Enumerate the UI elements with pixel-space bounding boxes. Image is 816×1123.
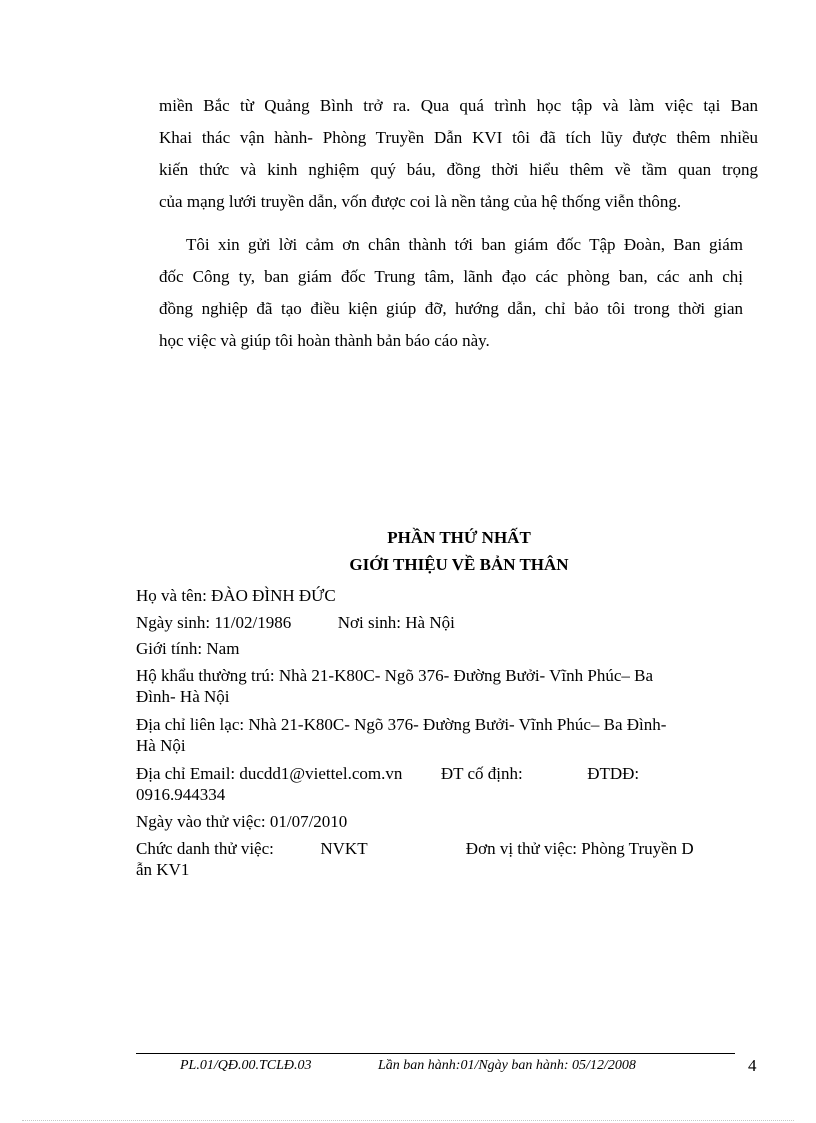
profile-position-row-cont [136,859,189,880]
gender-label: Giới tính: [136,639,203,658]
profile-contact-row-cont [136,735,186,756]
profile-residence-row [136,665,653,686]
page-bottom-divider [22,1120,794,1121]
gender-value: Nam [206,639,240,658]
text-line: Tôi xin gửi lời cảm ơn chân thành tới ban giám đốc Tập Đoàn, Ban giám [186,235,743,254]
residence-value-line2: Đình- Hà Nội [136,687,230,706]
section-part-heading: PHẦN THỨ NHẤT [387,528,531,547]
birthplace-value: Hà Nội [405,613,455,632]
contact-label: Địa chỉ liên lạc: [136,715,245,734]
residence-label: Hộ khẩu thường trú: [136,666,275,685]
paragraph-experience [159,90,758,218]
footer-edition: Lần ban hành:01/Ngày ban hành: 05/12/2008 [378,1058,636,1073]
text-line: đồng nghiệp đã tạo điều kiện giúp đỡ, hướng dẫn, chỉ bảo tôi trong thời gian [159,299,743,318]
mobile-value: 0916.944334 [136,785,226,804]
profile-email-row [136,763,639,784]
text-line: miền Bắc từ Quảng Bình trở ra. Qua quá trình học tập và làm việc tại Ban [159,96,758,115]
position-label: Chức danh thử việc: [136,839,274,858]
profile-position-row [136,838,694,859]
unit-value-line2: ẫn KV1 [136,860,190,879]
mobile-label: ĐTDĐ: [587,764,640,783]
footer-document-code: PL.01/QĐ.00.TCLĐ.03 [180,1058,312,1073]
profile-residence-row-cont [136,686,229,707]
profile-name-row [136,585,336,606]
email-value: ducdd1@viettel.com.vn [239,764,403,783]
footer-divider [136,1053,735,1054]
paragraph-thanks [159,229,743,357]
page-number: 4 [748,1056,757,1075]
start-label: Ngày vào thử việc: [136,812,266,831]
position-value: NVKT [320,839,368,858]
name-label: Họ và tên: [136,586,207,605]
profile-gender-row [136,638,239,659]
profile-email-row-cont [136,784,225,805]
dob-value: 11/02/1986 [214,613,292,632]
text-line: học việc và giúp tôi hoàn thành bản báo cáo này. [159,331,490,350]
unit-label: Đơn vị thử việc: [465,839,578,858]
dob-label: Ngày sinh: [136,613,211,632]
residence-value-line1: Nhà 21-K80C- Ngõ 376- Đường Bưởi- Vĩnh Phúc– Ba [278,666,654,685]
section-title-heading: GIỚI THIỆU VỀ BẢN THÂN [349,555,569,574]
contact-value-line2: Hà Nội [136,736,186,755]
landline-label: ĐT cố định: [440,764,523,783]
text-line: đốc Công ty, ban giám đốc Trung tâm, lãnh đạo các phòng ban, các anh chị [159,267,743,286]
name-value: ĐÀO ĐÌNH ĐỨC [211,586,336,605]
text-line: kiến thức và kinh nghiệm quý báu, đồng thời hiểu thêm về tầm quan trọng [159,160,758,179]
profile-contact-row [136,714,666,735]
text-line: Khai thác vận hành- Phòng Truyền Dẫn KVI tôi đã tích lũy được thêm nhiều [159,128,758,147]
birthplace-label: Nơi sinh: [337,613,402,632]
start-value: 01/07/2010 [269,812,348,831]
unit-value-line1: Phòng Truyền D [581,839,694,858]
email-label: Địa chỉ Email: [136,764,236,783]
profile-start-row [136,811,347,832]
text-line: của mạng lưới truyền dẫn, vốn được coi là nền tảng của hệ thống viễn thông. [159,192,682,211]
contact-value-line1: Nhà 21-K80C- Ngõ 376- Đường Bưởi- Vĩnh Phúc– Ba Đình- [248,715,667,734]
profile-dob-row [136,612,455,633]
